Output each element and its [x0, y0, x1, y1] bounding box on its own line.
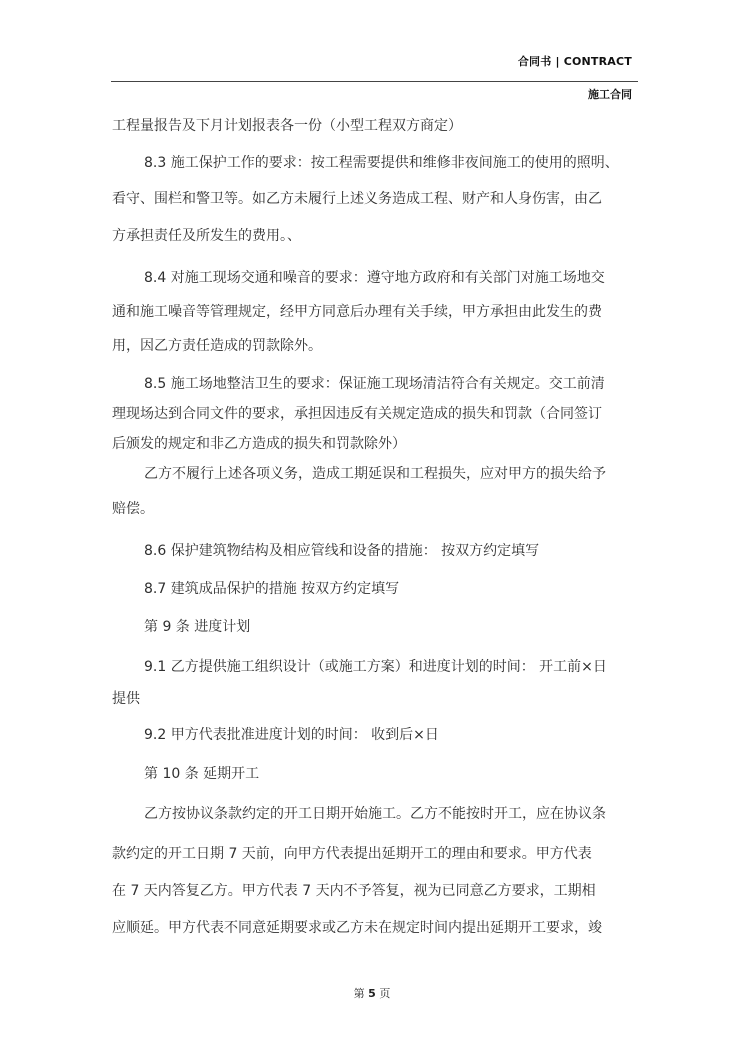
body-line: 通和施工噪音等管理规定，经甲方同意后办理有关手续，甲方承担由此发生的费	[112, 304, 602, 320]
body-line: 理现场达到合同文件的要求，承担因违反有关规定造成的损失和罚款（合同签订	[112, 406, 602, 422]
body-line: 看守、围栏和警卫等。如乙方未履行上述义务造成工程、财产和人身伤害，由乙	[112, 191, 602, 207]
body-line: 9.1 乙方提供施工组织设计（或施工方案）和进度计划的时间： 开工前×日	[144, 659, 607, 675]
body-line: 9.2 甲方代表批准进度计划的时间： 收到后×日	[144, 727, 439, 743]
body-line: 在 7 天内答复乙方。甲方代表 7 天内不予答复，视为已同意乙方要求，工期相	[112, 883, 596, 899]
header-subtitle: 施工合同	[588, 88, 632, 101]
body-line: 8.3 施工保护工作的要求：按工程需要提供和维修非夜间施工的使用的照明、	[144, 155, 619, 171]
header-divider	[111, 81, 638, 82]
page-footer	[0, 985, 744, 1001]
footer-prefix: 第	[353, 987, 365, 1000]
body-line: 赔偿。	[112, 501, 154, 517]
body-line: 乙方按协议条款约定的开工日期开始施工。乙方不能按时开工，应在协议条	[144, 806, 606, 822]
body-line: 8.7 建筑成品保护的措施 按双方约定填写	[144, 581, 400, 597]
body-line: 用，因乙方责任造成的罚款除外。	[112, 338, 322, 354]
section-heading: 第 9 条 进度计划	[144, 619, 251, 635]
page-number: 5	[368, 987, 376, 1000]
body-line: 款约定的开工日期 7 天前，向甲方代表提出延期开工的理由和要求。甲方代表	[112, 846, 592, 862]
body-line: 工程量报告及下月计划报表各一份（小型工程双方商定）	[112, 118, 462, 134]
body-line: 乙方不履行上述各项义务，造成工期延误和工程损失，应对甲方的损失给予	[144, 466, 606, 482]
section-heading: 第 10 条 延期开工	[144, 766, 260, 782]
body-line: 8.6 保护建筑物结构及相应管线和设备的措施： 按双方约定填写	[144, 543, 540, 559]
body-line: 后颁发的规定和非乙方造成的损失和罚款除外）	[112, 436, 406, 452]
body-line: 8.5 施工场地整洁卫生的要求：保证施工现场清洁符合有关规定。交工前清	[144, 376, 605, 392]
footer-suffix: 页	[379, 987, 391, 1000]
body-line: 方承担责任及所发生的费用。、	[112, 228, 301, 244]
body-line: 应顺延。甲方代表不同意延期要求或乙方未在规定时间内提出延期开工要求，竣	[112, 920, 602, 936]
body-line: 提供	[112, 691, 140, 707]
body-line: 8.4 对施工现场交通和噪音的要求：遵守地方政府和有关部门对施工场地交	[144, 270, 605, 286]
header-title: 合同书 | CONTRACT	[517, 55, 632, 68]
